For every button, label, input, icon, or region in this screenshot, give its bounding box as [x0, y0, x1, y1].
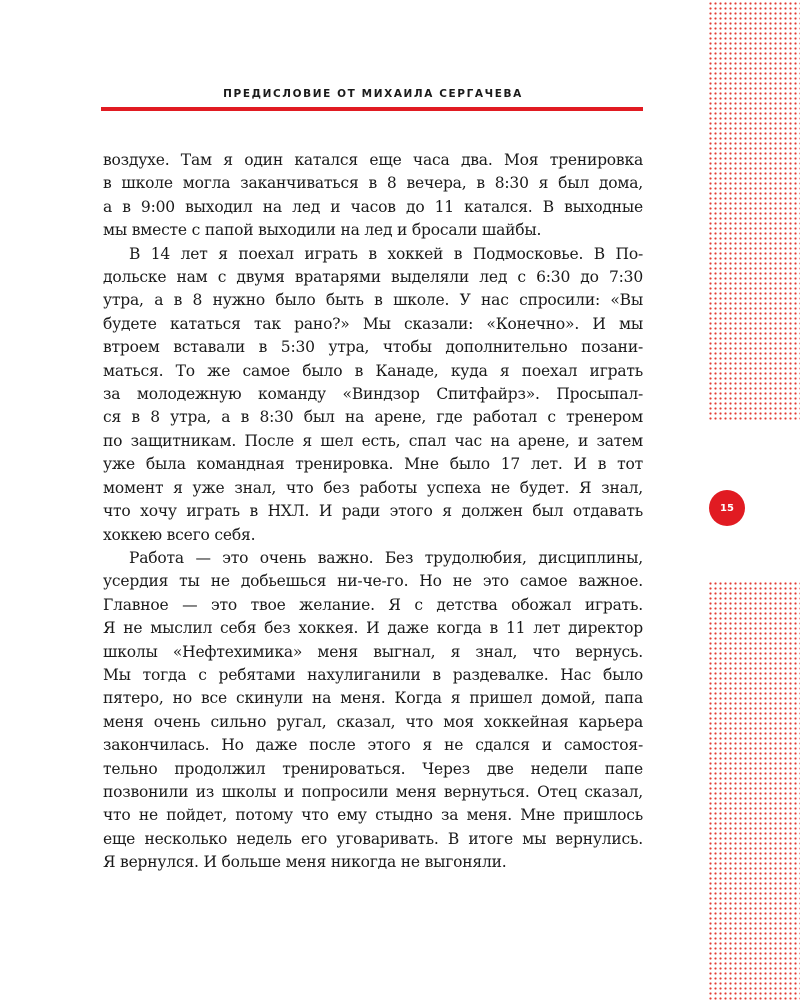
text-line: момент я уже знал, что без работы успеха не будет. Я знал,	[103, 478, 643, 497]
text-line: в школе могла заканчиваться в 8 вечера, в 8:30 я был дома,	[103, 174, 643, 193]
text-line: позвонили из школы и попросили меня вернуться. Отец сказал,	[103, 782, 643, 801]
text-line: меня очень сильно ругал, сказал, что моя хоккейная карьера	[103, 712, 643, 731]
text-line: ся в 8 утра, а в 8:30 был на арене, где работал с тренером	[103, 408, 643, 427]
header-rule	[101, 107, 643, 111]
text-line: Главное — это твое желание. Я с детства обожал играть.	[103, 595, 643, 614]
text-line: по защитникам. После я шел есть, спал час на арене, и затем	[103, 431, 643, 450]
text-line: школы «Нефтехимика» меня выгнал, я знал, что вернусь.	[103, 642, 643, 661]
text-line: мы вместе с папой выходили на лед и бросали шайбы.	[103, 221, 542, 240]
text-line: что не пойдет, потому что ему стыдно за меня. Мне пришлось	[103, 806, 643, 825]
text-line: а в 9:00 выходил на лед и часов до 11 катался. В выходные	[103, 197, 643, 216]
text-line: еще несколько недель его уговаривать. В итоге мы вернулись.	[103, 829, 643, 848]
text-line: маться. То же самое было в Канаде, куда я поехал играть	[103, 361, 643, 380]
text-line: пятеро, но все скинули на меня. Когда я пришел домой, папа	[103, 689, 643, 708]
text-line: втроем вставали в 5:30 утра, чтобы дополнительно позани-	[103, 338, 643, 357]
text-line: уже была командная тренировка. Мне было 17 лет. И в тот	[103, 455, 643, 474]
text-line: будете кататься так рано?» Мы сказали: «Конечно». И мы	[103, 314, 643, 333]
text-line: хоккею всего себя.	[103, 525, 256, 544]
text-line: Я вернулся. И больше меня никогда не выгоняли.	[103, 853, 507, 872]
decorative-dot-pattern-bottom	[707, 580, 800, 1000]
text-line: за молодежную команду «Виндзор Спитфайрз». Просыпал-	[103, 385, 643, 404]
text-line: Мы тогда с ребятами нахулиганили в раздевалке. Нас было	[103, 665, 643, 684]
text-line: Работа — это очень важно. Без трудолюбия, дисциплины,	[129, 548, 643, 567]
text-line: что хочу играть в НХЛ. И ради этого я должен был отдавать	[103, 502, 643, 521]
text-line: тельно продолжил тренироваться. Через две недели папе	[103, 759, 643, 778]
running-header-title: ПРЕДИСЛОВИЕ ОТ МИХАИЛА СЕРГАЧЕВА	[223, 88, 523, 100]
text-line: Я не мыслил себя без хоккея. И даже когда в 11 лет директор	[103, 619, 643, 638]
decorative-dot-pattern-top	[707, 0, 800, 420]
text-line: дольске нам с двумя вратарями выделяли лед с 6:30 до 7:30	[103, 268, 643, 287]
text-line: усердия ты не добьешься ни-че-го. Но не это самое важное.	[103, 572, 643, 591]
body-text	[103, 149, 643, 875]
text-line: утра, а в 8 нужно было быть в школе. У нас спросили: «Вы	[103, 291, 643, 310]
text-line: воздухе. Там я один катался еще часа два. Моя тренировка	[103, 151, 643, 169]
text-line: закончилась. Но даже после этого я не сдался и самостоя-	[103, 736, 643, 755]
text-line: В 14 лет я поехал играть в хоккей в Подмосковье. В По-	[129, 244, 643, 263]
page-number-badge: 15	[709, 490, 745, 526]
